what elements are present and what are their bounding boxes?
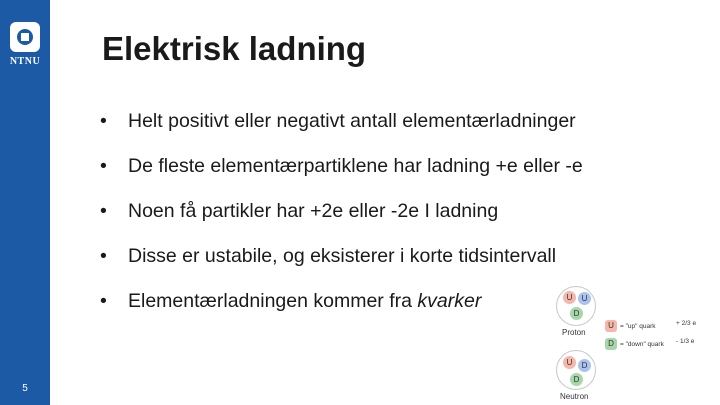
bullet-dot: • (100, 200, 107, 222)
bullet-dot: • (100, 290, 107, 312)
up-legend-icon: U (605, 320, 617, 332)
bullet-dot: • (100, 155, 107, 177)
up-quark-icon: U (563, 356, 576, 369)
quark-diagram (548, 282, 718, 404)
bullet-item (100, 200, 498, 223)
bullet-dot: • (100, 110, 107, 132)
bullet-text: De fleste elementærpartiklene har ladning +e eller -e (128, 155, 583, 177)
bullet-item (100, 245, 556, 268)
neutron-circle (556, 350, 596, 390)
down-quark-icon: D (578, 359, 591, 372)
bullet-item (100, 110, 576, 133)
neutron-label: Neutron (560, 392, 589, 401)
bullet-text: Disse er ustabile, og eksisterer i korte tidsintervall (128, 245, 557, 267)
up-quark-icon: U (578, 292, 591, 305)
brand-name: NTNU (9, 56, 41, 67)
bullet-text: Helt positivt eller negativt antall elementærladninger (128, 110, 576, 132)
bullet-text: Elementærladningen kommer fra (128, 290, 418, 312)
down-legend-icon: D (605, 338, 617, 350)
up-quark-icon: U (563, 291, 576, 304)
bullet-item (100, 155, 583, 178)
bullet-emphasis: kvarker (417, 290, 482, 312)
up-legend-text: = "up" quark (620, 323, 656, 330)
down-legend-text: = "down" quark (620, 341, 664, 348)
bullet-item (100, 290, 481, 313)
bullet-text: Noen få partikler har +2e eller -2e I ladning (128, 200, 499, 222)
ntnu-logo-icon (10, 22, 40, 52)
bullet-dot: • (100, 245, 107, 267)
proton-label: Proton (562, 328, 586, 337)
slide-title: Elektrisk ladning (102, 30, 367, 67)
down-quark-icon: D (570, 307, 583, 320)
page-number: 5 (22, 383, 28, 394)
down-quark-icon: D (570, 373, 583, 386)
down-charge: - 1/3 e (676, 338, 695, 345)
up-charge: + 2/3 e (676, 320, 697, 327)
proton-circle (556, 286, 596, 326)
ntnu-sidebar (0, 0, 50, 405)
